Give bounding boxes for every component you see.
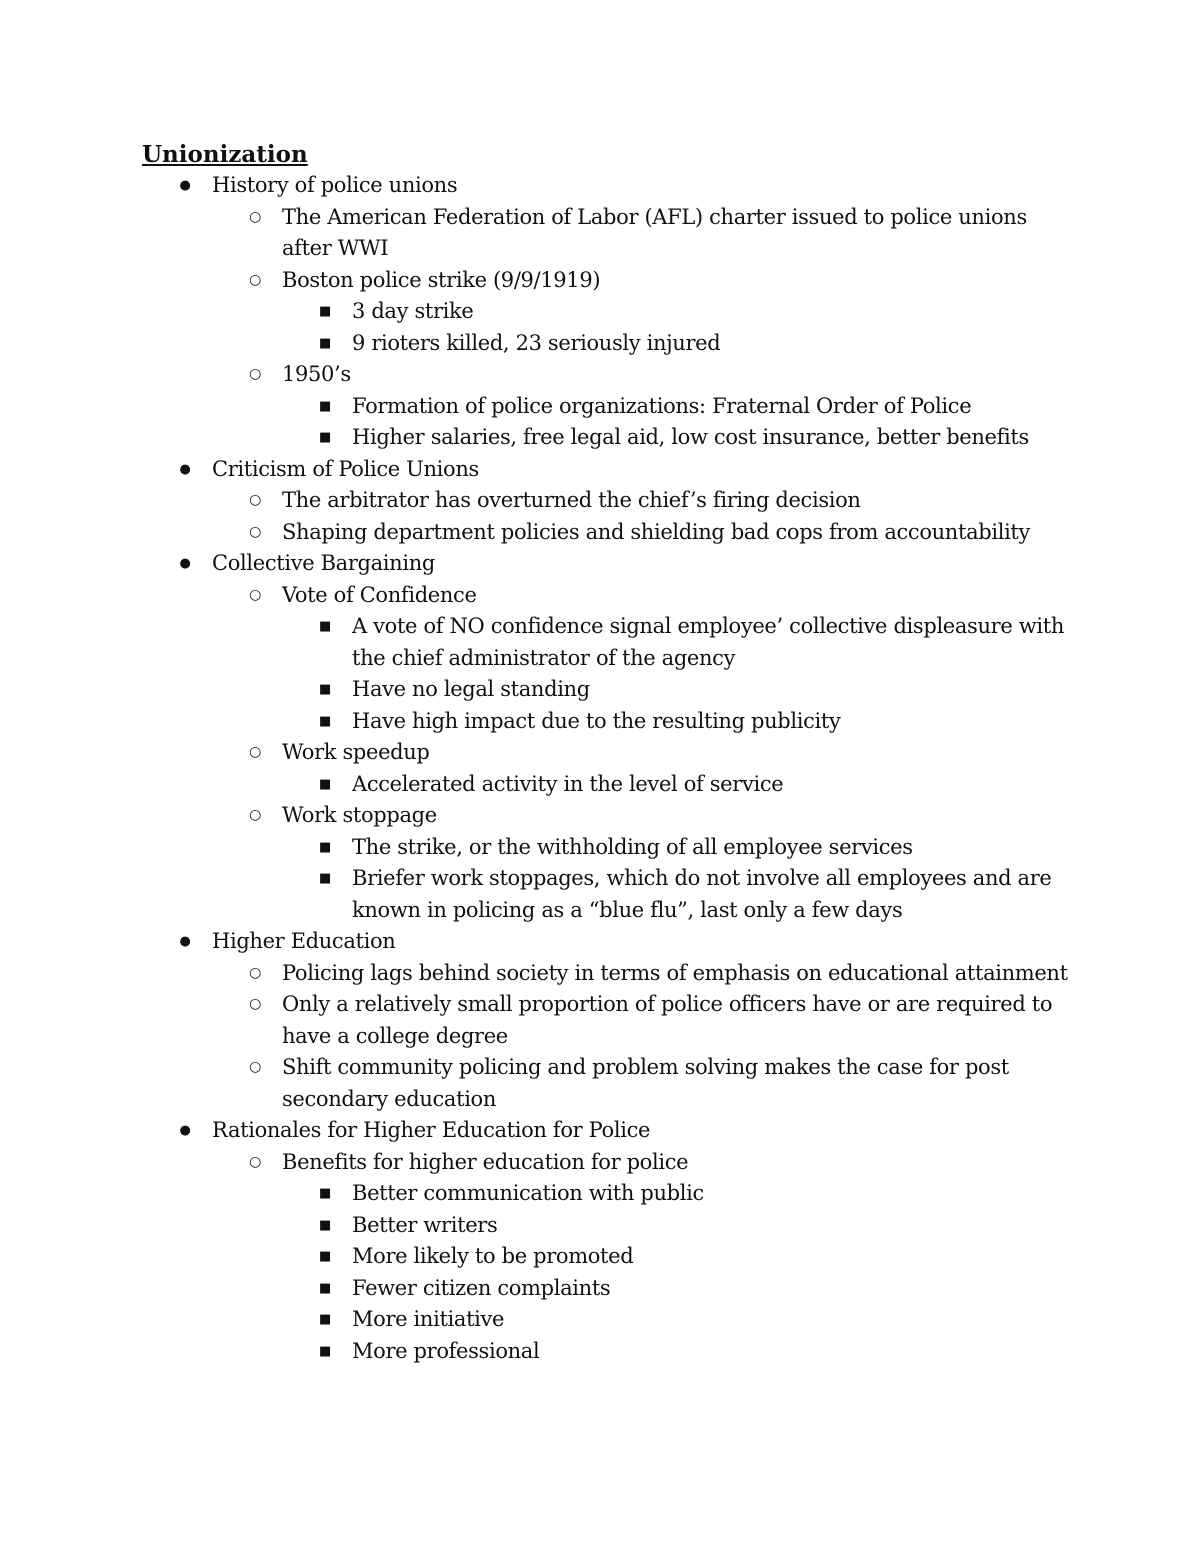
- outline-detail: [282, 832, 1072, 864]
- subitem-list: [212, 580, 1072, 927]
- bullet-square-icon: ■: [319, 839, 331, 855]
- outline-detail: [282, 863, 1072, 926]
- outline-item: [212, 1147, 1072, 1368]
- detail-text: Accelerated activity in the level of service: [352, 771, 784, 796]
- detail-text: Have no legal standing: [352, 677, 590, 701]
- detail-list: [282, 769, 1072, 801]
- bullet-hollow-circle-icon: ○: [249, 744, 261, 760]
- bullet-square-icon: ■: [319, 1186, 331, 1201]
- item-text: Work stoppage: [282, 803, 437, 827]
- detail-text: Formation of police organizations: Fraternal Order of Police: [352, 393, 972, 418]
- outline-detail: [282, 1210, 1072, 1242]
- bullet-square-icon: ■: [319, 430, 331, 445]
- item-text: Only a relatively small proportion of police officers have or are required to have a college degree: [282, 992, 1053, 1048]
- subitem-list: [212, 485, 1072, 548]
- outline-item: [212, 265, 1072, 360]
- bullet-filled-circle-icon: ●: [179, 934, 191, 949]
- section-label: Rationales for Higher Education for Police: [212, 1118, 651, 1142]
- detail-text: 9 rioters killed, 23 seriously injured: [352, 330, 721, 355]
- bullet-hollow-circle-icon: ○: [249, 586, 261, 603]
- section-label: Collective Bargaining: [212, 551, 435, 575]
- item-text: Vote of Confidence: [282, 582, 477, 607]
- outline-detail: [282, 611, 1072, 674]
- detail-list: [282, 296, 1072, 359]
- outline-section: [142, 1115, 1072, 1367]
- outline-list: [142, 170, 1072, 1367]
- detail-text: More likely to be promoted: [352, 1244, 634, 1268]
- detail-text: Fewer citizen complaints: [352, 1275, 611, 1300]
- detail-list: [282, 391, 1072, 454]
- bullet-hollow-circle-icon: ○: [249, 964, 261, 981]
- outline-section: [142, 548, 1072, 926]
- detail-text: More initiative: [352, 1307, 505, 1331]
- bullet-square-icon: ■: [319, 398, 331, 414]
- bullet-square-icon: ■: [319, 871, 331, 886]
- bullet-hollow-circle-icon: ○: [249, 996, 261, 1012]
- detail-text: 3 day strike: [352, 299, 474, 323]
- item-text: 1950’s: [282, 362, 351, 386]
- bullet-filled-circle-icon: ●: [179, 178, 191, 193]
- outline-detail: [282, 1241, 1072, 1273]
- outline-item: [212, 737, 1072, 800]
- bullet-square-icon: ■: [319, 682, 331, 697]
- item-text: Shaping department policies and shielding bad cops from accountability: [282, 519, 1031, 544]
- bullet-square-icon: ■: [319, 1343, 331, 1359]
- outline-item: [212, 958, 1072, 990]
- bullet-square-icon: ■: [319, 776, 331, 792]
- page-title: Unionization: [142, 141, 308, 168]
- bullet-hollow-circle-icon: ○: [249, 366, 261, 382]
- outline-detail: [282, 422, 1072, 454]
- outline-detail: [282, 769, 1072, 801]
- bullet-hollow-circle-icon: ○: [249, 271, 261, 288]
- bullet-hollow-circle-icon: ○: [249, 807, 261, 823]
- outline-detail: [282, 296, 1072, 328]
- bullet-hollow-circle-icon: ○: [249, 208, 261, 225]
- subitem-list: [212, 1147, 1072, 1368]
- outline-detail: [282, 391, 1072, 423]
- bullet-square-icon: ■: [319, 1280, 331, 1296]
- bullet-hollow-circle-icon: ○: [249, 492, 261, 508]
- outline-detail: [282, 1178, 1072, 1210]
- outline-detail: [282, 1273, 1072, 1305]
- bullet-hollow-circle-icon: ○: [249, 523, 261, 540]
- outline-item: [212, 485, 1072, 517]
- item-text: Shift community policing and problem solving makes the case for post secondary education: [282, 1055, 1009, 1111]
- outline-item: [212, 800, 1072, 926]
- bullet-filled-circle-icon: ●: [179, 461, 191, 477]
- bullet-square-icon: ■: [319, 1312, 331, 1327]
- detail-list: [282, 832, 1072, 927]
- outline-item: [212, 1052, 1072, 1115]
- outline-section: [142, 454, 1072, 549]
- bullet-square-icon: ■: [319, 1217, 331, 1233]
- document-page: [142, 139, 1072, 1367]
- item-text: The arbitrator has overturned the chief’s firing decision: [282, 488, 861, 512]
- bullet-square-icon: ■: [319, 619, 331, 634]
- subitem-list: [212, 958, 1072, 1116]
- bullet-filled-circle-icon: ●: [179, 1123, 191, 1138]
- section-label: History of police unions: [212, 173, 458, 197]
- item-text: Work speedup: [282, 740, 430, 764]
- detail-text: A vote of NO confidence signal employee’ collective displeasure with the chief administrator of the agency: [352, 614, 1065, 670]
- detail-text: Have high impact due to the resulting publicity: [352, 708, 841, 733]
- outline-detail: [282, 1304, 1072, 1336]
- detail-text: Better communication with public: [352, 1181, 704, 1205]
- bullet-filled-circle-icon: ●: [179, 556, 191, 571]
- item-text: Boston police strike (9/9/1919): [282, 267, 601, 292]
- detail-text: Higher salaries, free legal aid, low cost insurance, better benefits: [352, 425, 1029, 449]
- bullet-square-icon: ■: [319, 1249, 331, 1264]
- outline-detail: [282, 328, 1072, 360]
- bullet-square-icon: ■: [319, 304, 331, 319]
- outline-section: [142, 170, 1072, 454]
- item-text: Benefits for higher education for police: [282, 1149, 689, 1174]
- outline-detail: [282, 1336, 1072, 1368]
- detail-text: More professional: [352, 1338, 540, 1363]
- section-label: Criticism of Police Unions: [212, 456, 479, 481]
- detail-text: Briefer work stoppages, which do not involve all employees and are known in policing as a “blue flu”, last only a few days: [352, 866, 1052, 922]
- outline-detail: [282, 674, 1072, 706]
- outline-item: [212, 517, 1072, 549]
- outline-section: [142, 926, 1072, 1115]
- detail-list: [282, 611, 1072, 737]
- outline-detail: [282, 706, 1072, 738]
- item-text: Policing lags behind society in terms of emphasis on educational attainment: [282, 960, 1068, 985]
- outline-item: [212, 989, 1072, 1052]
- subitem-list: [212, 202, 1072, 454]
- detail-text: The strike, or the withholding of all employee services: [352, 834, 913, 859]
- bullet-hollow-circle-icon: ○: [249, 1153, 261, 1170]
- detail-list: [282, 1178, 1072, 1367]
- section-label: Higher Education: [212, 929, 396, 953]
- item-text: The American Federation of Labor (AFL) charter issued to police unions after WWI: [282, 204, 1027, 260]
- bullet-square-icon: ■: [319, 713, 331, 729]
- outline-item: [212, 580, 1072, 738]
- bullet-square-icon: ■: [319, 335, 331, 351]
- outline-item: [212, 359, 1072, 454]
- outline-item: [212, 202, 1072, 265]
- detail-text: Better writers: [352, 1212, 498, 1237]
- bullet-hollow-circle-icon: ○: [249, 1059, 261, 1075]
